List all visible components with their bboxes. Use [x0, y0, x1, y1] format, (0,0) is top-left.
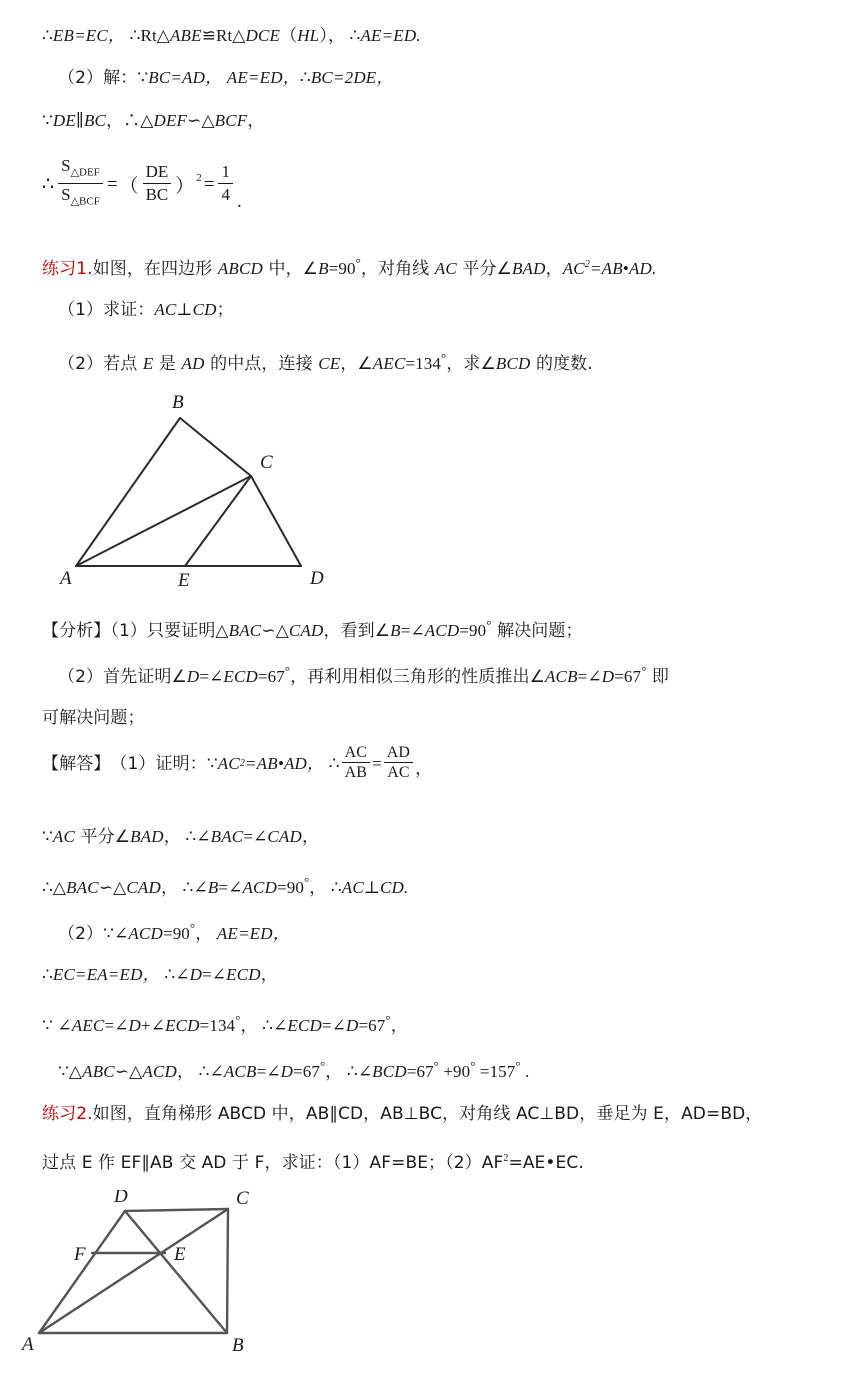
math-term: D [128, 1015, 142, 1035]
math-term: BAD [130, 827, 164, 846]
vertex-label-B: B [232, 1335, 244, 1356]
vertex-label-B: B [172, 392, 184, 413]
figure-2-labels [20, 1190, 249, 1356]
angle-symbol: ∠ [357, 1061, 373, 1081]
math-term: =∠ [202, 965, 227, 984]
analysis-text: （2）首先证明∠ [58, 666, 187, 687]
degree-symbol: ° [486, 617, 492, 632]
math-term: BC [148, 68, 171, 87]
because-symbol: ∵ [137, 68, 149, 87]
math-term: CAD [288, 620, 324, 640]
stem-text: 平分∠ [456, 258, 512, 279]
math-term: ECD [165, 1015, 200, 1035]
math-term: ACD [424, 620, 460, 640]
punctuation: ， [240, 1015, 258, 1036]
degree-symbol: ° [235, 1012, 241, 1027]
fraction-numerator: 1 [218, 162, 233, 184]
therefore-symbol: ∴ [123, 111, 141, 130]
area-subscript: △DEF [70, 166, 100, 179]
punctuation: ， [260, 965, 278, 985]
math-term: AE [226, 68, 248, 87]
math-term: AC [52, 827, 76, 846]
math-term: ABE [169, 26, 202, 45]
exponent: 2 [584, 259, 590, 270]
solution-line-5 [42, 961, 823, 988]
math-term: CD [192, 300, 217, 319]
math-term: AE [360, 26, 382, 45]
question-label: （2）若点 [58, 353, 143, 374]
math-term: AC [562, 258, 585, 278]
degree-symbol: ° [470, 1058, 476, 1073]
math-term: BCD [372, 1061, 407, 1081]
math-term: BCF [214, 111, 248, 130]
math-term: CE [318, 353, 341, 373]
therefore-symbol: ∴ [185, 827, 197, 846]
area-symbol: S [61, 185, 71, 205]
fraction-numerator: AC [342, 744, 370, 763]
stem-text: 如图，直角梯形 ABCD 中，AB∥CD，AB⊥BC，对角线 AC⊥BD，垂足为 E，AD=BD， [92, 1104, 763, 1124]
math-term: ABCD [217, 258, 264, 278]
fraction-denominator [58, 184, 103, 211]
therefore-symbol: ∴ [42, 174, 55, 196]
figure-1-edges [76, 418, 301, 566]
exponent: 2 [196, 171, 202, 184]
therefore-symbol: ∴ [42, 26, 53, 45]
degree-symbol: ° [515, 1058, 521, 1073]
angle-symbol: ∠ [57, 1015, 72, 1035]
therefore-symbol: ∴ [262, 1015, 273, 1035]
similar-symbol: ∽△ [114, 1061, 143, 1081]
math-term: =∠ [577, 666, 602, 686]
stem-text: 过点 E 作 EF∥AB 交 AD 于 F，求证：（1）AF=BE；（2）AF [42, 1152, 504, 1173]
angle-symbol: ∠ [114, 923, 129, 943]
math-term: ECD [287, 1015, 322, 1035]
math-term: =∠ [400, 620, 425, 640]
degree-symbol: ° [441, 350, 447, 365]
degree-symbol: ° [385, 1012, 391, 1027]
punctuation: ， [309, 877, 327, 898]
analysis-text: ，看到∠ [323, 620, 391, 641]
stem-text: 是 [153, 353, 182, 374]
punctuation: ， [163, 827, 181, 847]
vertex-label-C: C [260, 452, 273, 473]
similar-symbol: ∽△ [98, 877, 127, 897]
math-term: =∠ [199, 666, 224, 686]
exercise-tag: 练习 [42, 1104, 77, 1124]
math-term: CAD [267, 827, 302, 846]
vertex-label-C: C [236, 1190, 249, 1209]
exponent: 2 [239, 757, 245, 769]
therefore-symbol: ∴ [328, 753, 340, 773]
math-term: ， [247, 111, 265, 130]
math-term: =EA=ED， [75, 965, 160, 984]
similar-symbol: ∽△ [187, 111, 215, 130]
math-term: =∠ [256, 1061, 281, 1081]
stem-text: =AE•EC. [508, 1152, 584, 1173]
fraction-numerator: AD [384, 744, 413, 763]
prev-solution-line-3 [42, 107, 823, 134]
stem-text: 如图，在四边形 [92, 258, 218, 279]
math-term: BAC [210, 827, 244, 846]
math-term: =134 [405, 353, 441, 373]
math-term: AD [181, 353, 205, 373]
math-term: D [346, 1015, 359, 1035]
vertex-label-D: D [310, 568, 324, 589]
degree-symbol: ° [189, 920, 196, 935]
angle-symbol: ∠ [193, 877, 208, 897]
math-term: =67 [406, 1061, 434, 1081]
punctuation: . [404, 877, 409, 897]
stem-text: 的中点，连接 [204, 353, 319, 374]
math-term: AEC [71, 1015, 105, 1035]
vertex-label-E: E [174, 1244, 186, 1265]
angle-symbol: ∠ [273, 1015, 288, 1035]
vertex-label-A: A [22, 1334, 34, 1355]
degree-symbol: ° [284, 663, 291, 678]
one-quarter-fraction [218, 162, 233, 205]
math-term: =90 [163, 923, 190, 943]
math-term: DCE [245, 26, 281, 45]
punctuation: ， [195, 923, 213, 944]
ac-over-ab-fraction [342, 744, 370, 781]
math-term: =67 [614, 666, 642, 686]
prev-solution-line-1 [42, 22, 823, 49]
math-term: =90 [277, 877, 304, 897]
punctuation: ， [176, 1061, 195, 1082]
solution-heading: 【解答】 [42, 753, 111, 774]
math-term: Rt△ [140, 26, 170, 45]
math-term: EC [52, 965, 76, 984]
solution-line-1 [42, 745, 823, 782]
analysis-line-2 [58, 658, 823, 690]
math-term: =∠ [218, 877, 243, 897]
math-term: ECD [223, 666, 258, 686]
analysis-text: 即 [646, 666, 670, 687]
math-term: ， [106, 111, 124, 130]
math-term: ACD [242, 877, 278, 897]
solution-label: （2）解： [58, 68, 138, 88]
therefore-symbol: ∴△ [42, 877, 67, 897]
degree-symbol: ° [433, 1058, 439, 1073]
stem-text: 中，∠ [263, 258, 319, 279]
math-term: =67 [258, 666, 285, 686]
prev-solution-line-2 [58, 64, 823, 91]
math-term: AEC [372, 353, 406, 373]
analysis-text: （1）只要证明△ [110, 620, 229, 641]
math-term: EB [52, 26, 75, 45]
exercise-1-question-1 [58, 296, 823, 323]
because-symbol: ∵ [42, 111, 53, 130]
segment-DA [39, 1211, 125, 1333]
math-term: BAD [511, 258, 546, 278]
exercise-number: 2. [76, 1104, 93, 1124]
punctuation: . [520, 1061, 530, 1081]
because-symbol: ∵ [103, 923, 115, 943]
equals-symbol: = [106, 173, 118, 195]
math-term: ACB [223, 1061, 257, 1081]
angle-symbol: ∠ [175, 965, 190, 984]
math-term: =67 [293, 1061, 320, 1081]
area-subscript: △BCF [70, 195, 100, 208]
exercise-tag: 练习 [42, 258, 77, 279]
math-term: AE [216, 923, 238, 943]
math-term: ≌Rt△ [201, 26, 246, 45]
triangle-symbol: △ [140, 111, 154, 130]
math-term: =67 [358, 1015, 386, 1035]
math-term: =∠ [321, 1015, 347, 1035]
fraction-denominator: AC [387, 764, 410, 781]
because-symbol: ∵ [206, 753, 218, 773]
math-term: AC [341, 877, 364, 897]
math-term: B [207, 877, 219, 897]
because-symbol: ∵ [58, 1061, 69, 1081]
vertex-label-F: F [74, 1244, 86, 1265]
fraction-numerator: DE [143, 162, 172, 184]
segment-BC [180, 418, 251, 476]
fraction-denominator: BC [145, 185, 169, 205]
fraction-numerator [58, 156, 103, 184]
therefore-symbol: ∴ [129, 26, 141, 45]
punctuation: ， [390, 1015, 408, 1036]
vertex-label-A: A [60, 568, 72, 589]
degree-symbol: ° [303, 874, 310, 889]
solution-line-2 [42, 823, 823, 850]
fraction-denominator: 4 [221, 185, 230, 205]
figure-2-edges [39, 1209, 228, 1333]
perpendicular-symbol: ⊥ [363, 877, 381, 897]
analysis-text: ，再利用相似三角形的性质推出∠ [290, 666, 545, 687]
math-term: BC [83, 111, 107, 130]
segment-CD [251, 476, 301, 566]
period: . [236, 190, 242, 212]
segment-BD [125, 1211, 227, 1333]
de-bc-fraction [143, 162, 172, 205]
math-term: CD [380, 877, 405, 897]
math-term: =90 [459, 620, 487, 640]
math-term: AC [434, 258, 457, 278]
exponent: 2 [503, 1153, 509, 1164]
math-term: BAC [66, 877, 99, 897]
degree-symbol: ° [319, 1058, 326, 1073]
area-symbol: S [61, 156, 71, 175]
math-term: ）， [319, 26, 346, 45]
therefore-symbol: ∴ [346, 1061, 358, 1081]
solution-line-3 [42, 869, 823, 901]
segment-AC [76, 476, 251, 566]
analysis-heading: 【分析】 [42, 620, 111, 641]
exercise-2-line-2 [42, 1146, 823, 1176]
therefore-symbol: ∴ [299, 68, 311, 87]
paren-open: （ [119, 176, 139, 198]
analysis-line-1 [42, 612, 823, 644]
equals-symbol: = [203, 173, 215, 195]
question-label: （2） [58, 923, 104, 944]
math-term: D [189, 965, 203, 984]
punctuation: ； [216, 300, 234, 320]
math-term: AC [217, 753, 240, 773]
math-term: ECD [226, 965, 261, 984]
stem-text: 的度数. [530, 353, 593, 374]
math-term: =EC， [74, 26, 126, 45]
vertex-label-D: D [114, 1190, 128, 1207]
math-term: （ [280, 26, 298, 45]
math-term: =ED. [381, 26, 421, 45]
math-term: =90 [328, 258, 356, 278]
math-term: HL [297, 26, 320, 45]
question-label: （1）求证： [58, 300, 155, 320]
angle-symbol: ∠ [196, 827, 211, 846]
math-term: =AB•AD， [244, 753, 325, 773]
math-term: =134 [199, 1015, 236, 1035]
math-term: BCD [495, 353, 531, 373]
degree-symbol: ° [641, 663, 647, 678]
math-term: +∠ [141, 1015, 166, 1035]
math-term: D [280, 1061, 294, 1081]
math-term: =∠ [104, 1015, 129, 1035]
math-term: =AD， [170, 68, 223, 87]
math-term: ACD [142, 1061, 177, 1081]
vertex-label-E: E [178, 570, 190, 591]
analysis-line-3 [42, 704, 823, 731]
segment-AC [39, 1209, 228, 1333]
solution-line-6 [42, 1007, 823, 1039]
math-term: =AB•AD. [589, 258, 657, 278]
math-term: B [318, 258, 329, 278]
stem-text: ，对角线 [360, 258, 435, 279]
figure-1-svg [48, 388, 348, 600]
stem-text: ，∠ [340, 353, 373, 374]
analysis-text: 解决问题； [491, 620, 583, 641]
triangle-symbol: △ [68, 1061, 83, 1081]
punctuation: ， [415, 759, 433, 779]
math-term: ACB [544, 666, 578, 686]
math-term: =ED， [237, 923, 290, 943]
fraction-denominator: AB [344, 764, 368, 781]
exercise-number: 1. [76, 258, 93, 279]
figure-quadrilateral-abcd [48, 388, 348, 600]
math-term: DEF [153, 111, 188, 130]
paren-close: ） [175, 176, 195, 198]
math-term: D [601, 666, 615, 686]
math-term: =∠ [243, 827, 268, 846]
punctuation: ， [325, 1061, 343, 1082]
equals-symbol: = [372, 753, 382, 773]
math-term: BAC [228, 620, 262, 640]
therefore-symbol: ∴ [330, 877, 342, 897]
math-term: ACD [128, 923, 164, 943]
degree-symbol: ° [355, 255, 361, 270]
segment-CD [125, 1209, 228, 1211]
math-term: =ED， [247, 68, 300, 87]
math-term: CAD [126, 877, 161, 897]
figure-1-labels [58, 392, 324, 591]
solution-text: 平分∠ [75, 827, 131, 847]
figure-trapezoid-abcd [20, 1190, 280, 1370]
math-term: BC [310, 68, 333, 87]
because-symbol: ∵ [42, 827, 53, 846]
punctuation: ， [302, 827, 320, 847]
area-ratio-formula [42, 157, 242, 213]
therefore-symbol: ∴ [42, 965, 53, 984]
therefore-symbol: ∴ [164, 965, 176, 984]
exercise-1-question-2 [58, 345, 823, 377]
parallel-symbol: ∥ [75, 111, 84, 130]
area-ratio-fraction [58, 156, 103, 212]
therefore-symbol: ∴ [182, 877, 194, 897]
ad-over-ac-fraction [384, 744, 413, 781]
punctuation: ， [160, 877, 179, 898]
math-term: =157 [475, 1061, 516, 1081]
therefore-symbol: ∴ [349, 26, 361, 45]
angle-symbol: ∠ [209, 1061, 224, 1081]
solution-line-7 [58, 1053, 823, 1085]
math-term: DE [52, 111, 76, 130]
similar-symbol: ∽△ [261, 620, 289, 640]
perpendicular-symbol: ⊥ [176, 300, 193, 319]
math-term: =2DE， [332, 68, 394, 87]
exercise-1-stem [42, 250, 823, 282]
math-term: D [186, 666, 200, 686]
stem-text: ，求∠ [446, 353, 496, 374]
stem-text: ， [545, 258, 563, 279]
exercise-2-line-1 [42, 1100, 823, 1127]
math-term: +90 [438, 1061, 471, 1081]
therefore-symbol: ∴ [198, 1061, 210, 1081]
math-term: B [390, 620, 401, 640]
segment-CE [185, 476, 251, 566]
segment-BC [227, 1209, 228, 1333]
solution-text: （1）证明： [110, 753, 207, 774]
segment-AB [76, 418, 180, 566]
math-term: ABC [82, 1061, 115, 1081]
solution-line-4 [58, 915, 823, 947]
math-term: AC [154, 300, 177, 319]
figure-2-svg [20, 1190, 280, 1370]
math-term: E [142, 353, 154, 373]
because-symbol: ∵ [42, 1015, 53, 1035]
analysis-text: 可解决问题； [42, 708, 145, 728]
